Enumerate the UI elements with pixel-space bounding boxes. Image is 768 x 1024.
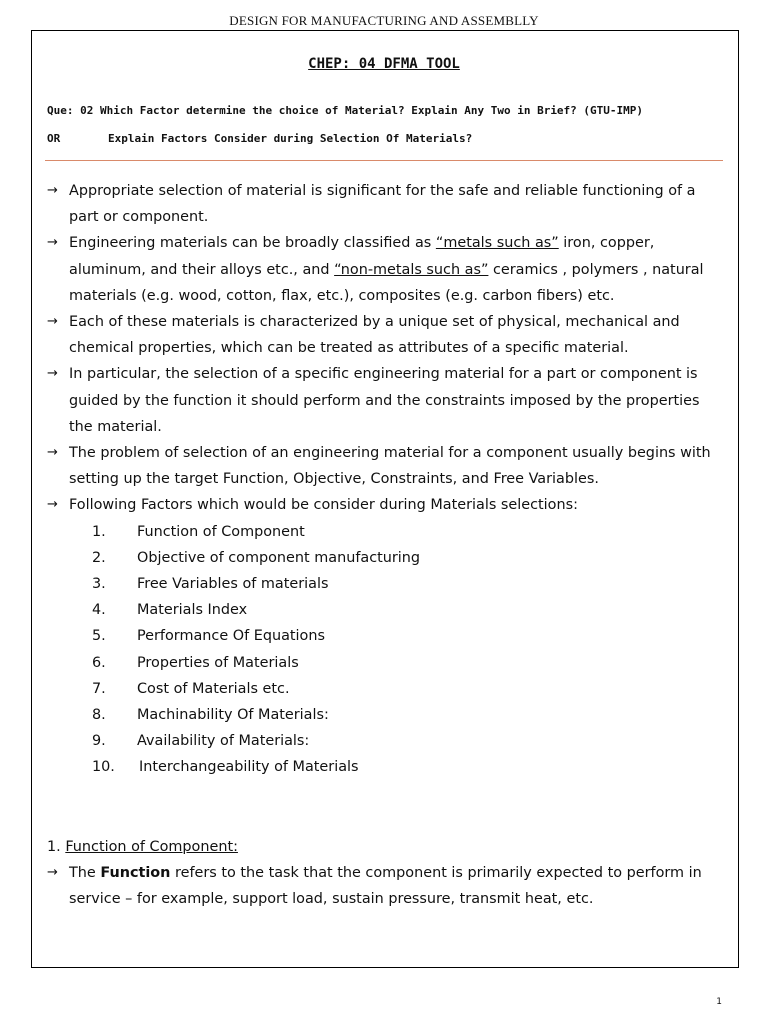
factor-item	[47, 597, 727, 623]
bullet-item	[47, 178, 727, 230]
arrow-icon: →	[47, 865, 58, 881]
bullet-text: Appropriate selection of material is significant for the safe and reliable functioning of a part or component.	[69, 183, 696, 226]
factor-number: 1.	[92, 523, 106, 540]
question-alt-text: Explain Factors Consider during Selection Of Materials?	[108, 132, 473, 145]
factor-item	[47, 650, 727, 676]
factor-number: 2.	[92, 549, 106, 566]
arrow-icon: →	[47, 235, 58, 251]
bullet-text: refers to the task that the component is primarily expected to perform in service – for example, support load, sustain pressure, transmit heat, etc.	[69, 865, 702, 908]
factor-label: Cost of Materials etc.	[137, 680, 290, 697]
factor-label: Materials Index	[137, 602, 248, 619]
bullet-item	[47, 440, 727, 492]
bullet-text: ceramics , polymers , natural materials (e.g. wood, cotton, flax, etc.), composites (e.g. carbon fibers) etc.	[69, 261, 704, 304]
section-function-of-component	[47, 834, 727, 913]
factor-item	[47, 519, 727, 545]
factor-label: Objective of component manufacturing	[137, 549, 421, 566]
factor-item	[47, 728, 727, 754]
bullet-text: The	[69, 865, 101, 882]
or-label: OR	[47, 132, 61, 145]
arrow-icon: →	[47, 497, 58, 513]
arrow-icon: →	[47, 366, 58, 382]
arrow-icon: →	[47, 314, 58, 330]
bullet-text: Following Factors which would be consider during Materials selections:	[69, 497, 578, 514]
section-heading	[47, 834, 727, 860]
factor-item	[47, 623, 727, 649]
factor-number: 7.	[92, 680, 106, 697]
factor-label: Free Variables of materials	[137, 576, 329, 593]
bullet-text: In particular, the selection of a specific engineering material for a part or component is guided by the function it should perform and the constraints imposed by the properties the material.	[69, 366, 700, 435]
page-number: 1	[716, 997, 722, 1007]
factor-number: 8.	[92, 707, 106, 724]
bullet-list	[47, 178, 727, 781]
chapter-title: CHEP: 04 DFMA TOOL	[308, 56, 460, 72]
divider-rule	[45, 160, 723, 161]
section-heading-text: Function of Component:	[65, 839, 238, 855]
factor-item	[47, 676, 727, 702]
factor-label: Performance Of Equations	[137, 628, 325, 645]
bullet-text: Each of these materials is characterized by a unique set of physical, mechanical and chemical properties, which can be treated as attributes of a specific material.	[69, 314, 680, 357]
factor-number: 6.	[92, 654, 106, 671]
factor-number: 4.	[92, 602, 106, 619]
factor-item	[47, 571, 727, 597]
factor-number: 3.	[92, 576, 106, 593]
factor-item	[47, 545, 727, 571]
metals-underlined-text: “metals such as”	[435, 235, 559, 252]
factor-item	[47, 702, 727, 728]
factor-number: 10.	[92, 759, 115, 776]
factor-label: Properties of Materials	[137, 654, 299, 671]
factor-number: 5.	[92, 628, 106, 645]
factor-number: 9.	[92, 733, 106, 750]
running-header: DESIGN FOR MANUFACTURING AND ASSEMBLLY	[229, 13, 539, 28]
factor-label: Machinability Of Materials:	[137, 707, 329, 724]
bullet-text: The problem of selection of an engineering material for a component usually begins with setting up the target Function, Objective, Constraints, and Free Variables.	[69, 445, 711, 488]
arrow-icon: →	[47, 445, 58, 461]
factor-item	[47, 754, 727, 780]
factor-label: Availability of Materials:	[137, 733, 310, 750]
question-alt-line	[47, 132, 472, 145]
bullet-item	[47, 492, 727, 518]
bullet-item	[47, 860, 727, 912]
factor-label: Function of Component	[137, 523, 305, 540]
function-bold-term: Function	[100, 865, 171, 882]
bullet-text: Engineering materials can be broadly classified as	[69, 235, 436, 252]
bullet-item	[47, 361, 727, 440]
section-number: 1.	[47, 839, 61, 855]
bullet-text: iron, copper, aluminum, and their alloys etc., and	[69, 235, 655, 278]
factor-label: Interchangeability of Materials	[139, 759, 359, 776]
question-line: Que: 02 Which Factor determine the choice of Material? Explain Any Two in Brief? (GTU-IMP)	[47, 104, 644, 117]
non-metals-underlined-text: “non-metals such as”	[334, 261, 489, 278]
bullet-item	[47, 309, 727, 361]
bullet-item	[47, 230, 727, 309]
arrow-icon: →	[47, 183, 58, 198]
